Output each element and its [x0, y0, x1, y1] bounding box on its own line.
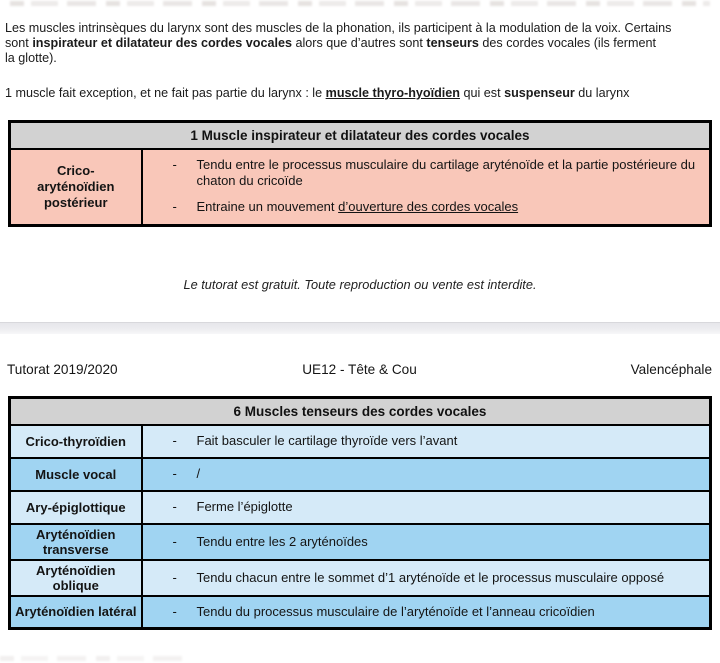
- muscle-name-cell: Muscle vocal: [10, 458, 142, 491]
- muscle-name-cell: Ary-épiglottique: [10, 491, 142, 524]
- exception-paragraph: [5, 86, 717, 101]
- bullet-item: [143, 466, 702, 482]
- bullet-item: [143, 534, 702, 550]
- header-author: Valencéphale: [630, 362, 713, 377]
- tensor-muscles-table: [8, 396, 712, 630]
- paragraph-line: [5, 51, 717, 66]
- text-run: alors que d’autres sont: [292, 36, 427, 50]
- cutoff-text-artifact-top: [10, 1, 710, 6]
- label-line: Crico-: [56, 162, 95, 178]
- bullet-text: [197, 199, 702, 215]
- muscle-name-cell: Crico-thyroïdien: [10, 425, 142, 458]
- text-run: Entraine un mouvement: [196, 198, 339, 214]
- table-header-row: [10, 122, 711, 149]
- table2-title: 6 Muscles tenseurs des cordes vocales: [10, 398, 711, 425]
- muscle-description-cell: [142, 458, 711, 491]
- header-course-title: UE12 - Tête & Cou: [302, 362, 417, 377]
- muscle-description-cell: [142, 149, 711, 226]
- bullet-dash: -: [172, 499, 177, 514]
- footer: [0, 277, 720, 292]
- text-run: des cordes vocales (ils ferment: [478, 36, 657, 50]
- cutoff-text-artifact-bottom: [0, 656, 190, 661]
- text-run-bold: suspenseur: [504, 86, 575, 100]
- bullet-text: Ferme l’épiglotte: [196, 499, 293, 514]
- muscle-name-cell: Aryténoïdien oblique: [10, 560, 142, 596]
- bullet-dash: -: [172, 603, 177, 619]
- text-run: 1 muscle fait exception, et ne fait pas partie du larynx : le: [5, 86, 326, 100]
- bullet-text: /: [196, 466, 201, 481]
- bullet-item: [143, 199, 702, 215]
- bullet-dash: -: [172, 156, 177, 172]
- table-row: [10, 524, 711, 560]
- table-row: [10, 596, 711, 629]
- bullet-text: Tendu entre les 2 aryténoïdes: [196, 533, 368, 549]
- paragraph-line: [5, 21, 717, 36]
- text-run: Tendu entre le processus musculaire du cartilage aryténoïde et la partie postérieure du chaton du cricoïde: [196, 156, 696, 188]
- table-row: [10, 458, 711, 491]
- bullet-text: Fait basculer le cartilage thyroïde vers l’avant: [196, 433, 458, 448]
- footer-note: Le tutorat est gratuit. Toute reproduction ou vente est interdite.: [183, 277, 537, 292]
- bullet-dash: -: [172, 433, 177, 448]
- paragraph-line: [5, 36, 717, 51]
- text-run-bold-underline: muscle thyro-hyoïdien: [325, 86, 460, 100]
- muscle-name-cell: Aryténoïdien latéral: [10, 596, 142, 629]
- bullet-item: [143, 433, 702, 449]
- page-separator: [0, 322, 720, 334]
- table1-title: 1 Muscle inspirateur et dilatateur des cordes vocales: [10, 122, 711, 149]
- text-run: qui est: [459, 86, 505, 100]
- table-row: [10, 149, 711, 226]
- table-header-row: [10, 398, 711, 425]
- muscle-description-cell: [142, 560, 711, 596]
- bullet-dash: -: [172, 569, 177, 585]
- bullet-item: [143, 604, 702, 620]
- text-run: la glotte).: [5, 51, 57, 65]
- text-run-bold: inspirateur et dilatateur des cordes vocales: [32, 36, 292, 50]
- table-row: [10, 425, 711, 458]
- label-line: postérieur: [43, 194, 108, 210]
- bullet-dash: -: [172, 466, 177, 481]
- muscle-name-cell: [10, 149, 142, 226]
- bullet-item: [143, 157, 702, 189]
- paragraph-line: [5, 86, 717, 101]
- bullet-item: [143, 499, 702, 515]
- bullet-text: Tendu du processus musculaire de l’aryténoïde et l’anneau cricoïdien: [196, 603, 595, 619]
- page2-header: [7, 362, 712, 377]
- muscle-description-cell: [142, 596, 711, 629]
- intro-paragraph: [5, 21, 717, 66]
- text-run: Les muscles intrinsèques du larynx sont des muscles de la phonation, ils participent à la modulation de la voix. Certains: [5, 21, 672, 35]
- text-run: sont: [5, 36, 33, 50]
- bullet-text: Tendu chacun entre le sommet d’1 aryténoïde et le processus musculaire opposé: [196, 569, 665, 585]
- header-course-year: Tutorat 2019/2020: [7, 362, 118, 377]
- inspirator-muscle-table: [8, 120, 712, 227]
- muscle-description-cell: [142, 425, 711, 458]
- text-run-underline: d’ouverture des cordes vocales: [338, 198, 519, 214]
- muscle-description-cell: [142, 524, 711, 560]
- muscle-description-cell: [142, 491, 711, 524]
- label-line: aryténoïdien: [37, 178, 115, 194]
- bullet-dash: -: [172, 533, 177, 549]
- bullet-item: [143, 570, 702, 586]
- bullet-dash: -: [172, 198, 177, 214]
- text-run-bold: tenseurs: [426, 36, 479, 50]
- table-row: [10, 560, 711, 596]
- bullet-text: [197, 157, 702, 189]
- muscle-name-cell: Aryténoïdien transverse: [10, 524, 142, 560]
- table-row: [10, 491, 711, 524]
- text-run: du larynx: [574, 86, 630, 100]
